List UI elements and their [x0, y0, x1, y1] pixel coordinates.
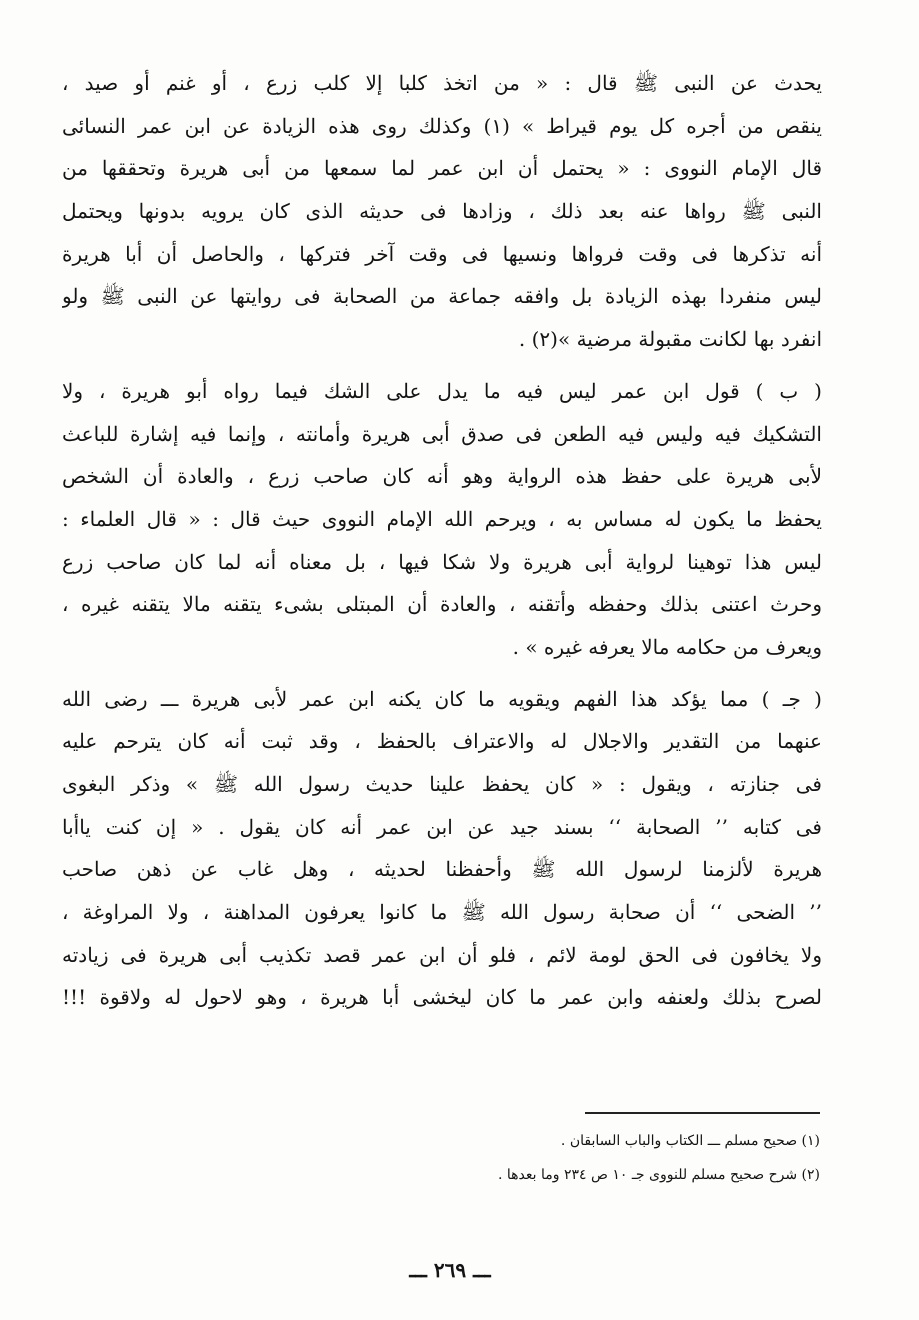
text-line: عنهما من التقدير والاجلال له والاعتراف بالحفظ ، وقد ثبت أنه كان يترحم عليه: [62, 729, 822, 754]
text-line: انفرد بها لكانت مقبولة مرضية »(٢) .: [518, 327, 822, 352]
text-line: النبى ﷺ رواها عنه بعد ذلك ، وزادها فى حديثه الذى كان يرويه بدونها ويحتمل: [62, 199, 822, 224]
text-line: يحدث عن النبى ﷺ قال : « من اتخذ كلبا إلا كلب زرع ، أو غنم أو صيد ،: [62, 71, 822, 95]
text-line: ينقص من أجره كل يوم قيراط » (١) وكذلك روى هذه الزيادة عن ابن عمر النسائى: [62, 113, 822, 138]
text-line: ويعرف من حكامه مالا يعرفه غيره » .: [512, 634, 822, 659]
text-line: لأبى هريرة على حفظ هذه الرواية وهو أنه كان صاحب زرع ، والعادة أن الشخص: [62, 464, 822, 489]
text-line: ليس هذا توهينا لرواية أبى هريرة ولا شكا فيها ، بل معناه أنه لما كان صاحب زرع: [62, 549, 822, 574]
paragraph-2: [62, 370, 822, 669]
footnote-divider: [585, 1112, 820, 1114]
text-line: فى كتابه ’’ الصحابة ‘‘ بسند جيد عن ابن عمر أنه كان يقول . « إن كنت ياأبا: [62, 814, 822, 839]
paragraph-1: [62, 62, 822, 361]
text-line: يحفظ ما يكون له مساس به ، ويرحم الله الإمام النووى حيث قال : « قال العلماء :: [62, 506, 822, 531]
text-line: لصرح بذلك ولعنفه وابن عمر ما كان ليخشى أبا هريرة ، وهو لاحول له ولاقوة !!!: [62, 985, 822, 1010]
footnotes: [300, 1124, 820, 1192]
text-line: أنه تذكرها فى وقت فرواها ونسيها فى وقت آخر فتركها ، والحاصل أن أبا هريرة: [62, 241, 822, 266]
text-line: ليس منفردا بهذه الزيادة بل وافقه جماعة من الصحابة فى روايتها عن النبى ﷺ ولو: [62, 284, 822, 309]
footnote-1: (١) صحيح مسلم ـــ الكتاب والباب السابقان .: [560, 1133, 820, 1149]
footnote-2: (٢) شرح صحيح مسلم للنووى جـ ١٠ ص ٢٣٤ وما بعدها .: [497, 1167, 820, 1183]
text-line: ’’ الضحى ‘‘ أن صحابة رسول الله ﷺ ما كانوا يعرفون المداهنة ، ولا المراوغة ،: [62, 900, 822, 925]
text-line: فى جنازته ، ويقول : « كان يحفظ علينا حديث رسول الله ﷺ » وذكر البغوى: [62, 772, 822, 796]
main-text: [62, 62, 822, 1019]
text-line: ( ب ) قول ابن عمر ليس فيه ما يدل على الشك فيما رواه أبو هريرة ، ولا: [62, 378, 822, 403]
paragraph-3: [62, 678, 822, 1020]
text-line: ولا يخافون فى الحق لومة لائم ، فلو أن ابن عمر قصد تكذيب أبى هريرة فى زيادته: [62, 942, 822, 967]
text-line: قال الإمام النووى : « يحتمل أن ابن عمر لما سمعها من أبى هريرة وتحققها من: [62, 156, 822, 181]
text-line: ( جـ ) مما يؤكد هذا الفهم ويقويه ما كان يكنه ابن عمر لأبى هريرة ـــ رضى الله: [62, 686, 822, 711]
text-line: وحرث اعتنى بذلك وحفظه وأتقنه ، والعادة أن المبتلى بشىء يتقنه مالا يتقنه غيره ،: [62, 592, 822, 617]
page-number: ـــ ٢٦٩ ـــ: [409, 1258, 491, 1282]
text-line: هريرة لألزمنا لرسول الله ﷺ وأحفظنا لحديثه ، وهل غاب عن ذهن صاحب: [62, 857, 822, 882]
text-line: التشكيك فيه وليس فيه الطعن فى صدق أبى هريرة وأمانته ، وإنما فيه إشارة للباعث: [62, 421, 822, 446]
